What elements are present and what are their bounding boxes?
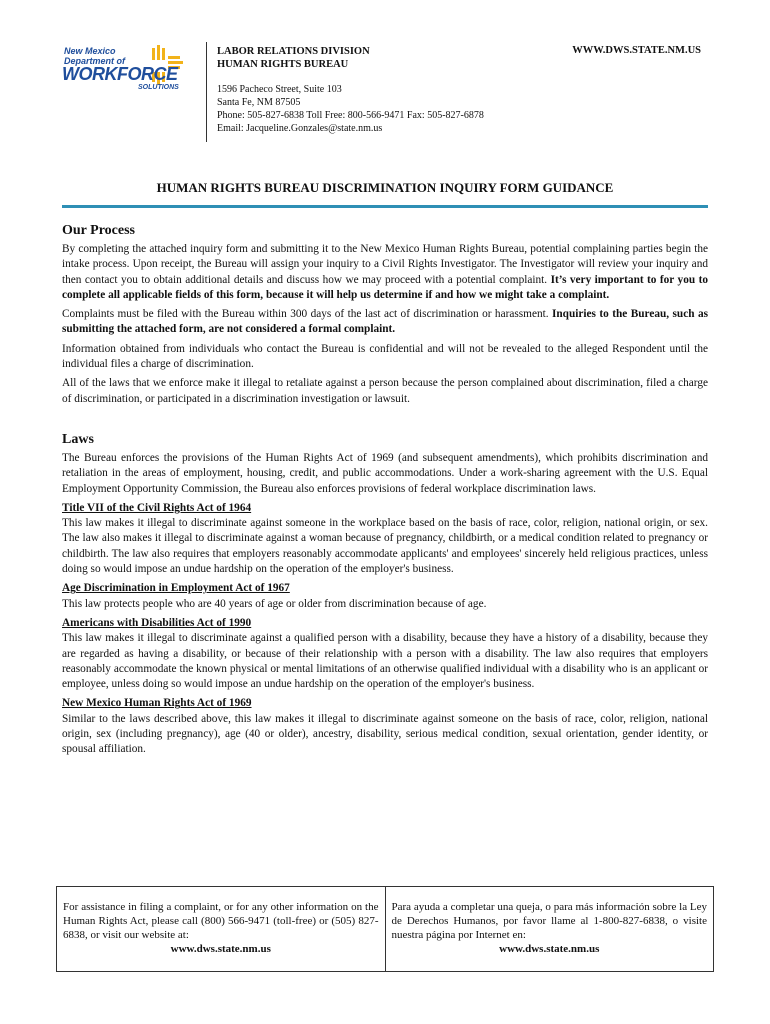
email-line[interactable]: Email: Jacqueline.Gonzales@state.nm.us: [217, 123, 383, 134]
city-address: Santa Fe, NM 87505: [217, 97, 301, 108]
assistance-english: [57, 887, 386, 971]
assistance-english-url[interactable]: www.dws.state.nm.us: [170, 943, 271, 955]
page-title: HUMAN RIGHTS BUREAU DISCRIMINATION INQUIRY FORM GUIDANCE: [156, 180, 614, 195]
law-text-title-vii: This law makes it illegal to discriminate against someone in the workplace based on the basis of race, color, religion, national origin, or sex. The law also makes it illegal to discriminate against a woman because of pregnancy, childbirth, or a medical condition related to pregnancy or childbirth. The law also requires that employers reasonably accommodate applicants' and employees' sincerely held religious practices, unless doing so would impose an undue hardship on the operation of the employer's business.: [62, 517, 708, 576]
law-text-nmhra: Similar to the laws described above, this law makes it illegal to discriminate against someone on the basis of race, color, religion, national origin, sex (including pregnancy), age (40 or older), ancestry, disability, serious medical condition, sexual orientation, gender identity, or spousal affiliation.: [62, 712, 708, 756]
section-heading-process: Our Process: [62, 223, 135, 238]
process-paragraph-3: Information obtained from individuals who contact the Bureau is confidential and will not be revealed to the alleged Respondent until the individual files a charge of discrimination.: [62, 342, 708, 371]
process-p2-text: Complaints must be filed with the Bureau within 300 days of the last act of discrimination or harassment.: [62, 308, 552, 321]
law-title-adea: Age Discrimination in Employment Act of 1967: [62, 582, 290, 595]
division-name: LABOR RELATIONS DIVISION: [217, 46, 370, 57]
logo-brand: WORKFORCE: [62, 64, 178, 84]
contact-address: [217, 83, 484, 135]
section-heading-laws: Laws: [62, 431, 94, 447]
assistance-spanish: [386, 887, 714, 971]
title-rule: [62, 205, 708, 208]
nm-workforce-logo: [62, 42, 192, 98]
assistance-spanish-url[interactable]: www.dws.state.nm.us: [499, 943, 600, 955]
law-title-title-vii: Title VII of the Civil Rights Act of 1964: [62, 501, 252, 514]
process-paragraph-2: [62, 307, 708, 338]
law-text-ada: This law makes it illegal to discriminate against a qualified person with a disability, because they have a history of a disability, because they are regarded as having a disability, or because of their relationship with a person with a disability. The law also requires that employers reasonably accommodate the known physical or mental limitations of an otherwise qualified individual with a disability who is an applicant or employee, unless doing so would impose an undue hardship on the operation of the employer's business.: [62, 632, 708, 691]
process-paragraph-1: [62, 242, 708, 303]
law-title-nmhra: New Mexico Human Rights Act of 1969: [62, 697, 252, 710]
assistance-english-text: For assistance in filing a complaint, or for any other information on the Human Rights Act, please call (800) 566-9471 (toll-free) or (505) 827-6838, or visit our website at:: [63, 901, 379, 941]
logo-line2: Department of: [64, 56, 126, 66]
logo-text: [64, 46, 125, 66]
website-link[interactable]: WWW.DWS.STATE.NM.US: [572, 45, 701, 56]
street-address: 1596 Pacheco Street, Suite 103: [217, 84, 342, 95]
laws-intro: The Bureau enforces the provisions of the Human Rights Act of 1969 (and subsequent amendments), which prohibits discrimination and retaliation in the areas of employment, housing, credit, and public accommodations. Under a work-sharing agreement with the U.S. Equal Employment Opportunity Commission, the Bureau also enforces provisions of federal workplace discrimination laws.: [62, 451, 708, 495]
process-p1-text: By completing the attached inquiry form and submitting it to the New Mexico Human Rights Bureau, potential complaining parties begin the intake process. Upon receipt, the Bureau will assign your inquiry to a Civil Rights Investigator. The Investigator will review your inquiry and then contact you to obtain additional details and discuss how we may proceed with a potential complaint.: [62, 243, 708, 286]
bureau-name: HUMAN RIGHTS BUREAU: [217, 59, 349, 70]
process-p2-bold: Inquiries to the Bureau, such as submitting the attached form, are not considered a formal complaint.: [62, 308, 708, 336]
process-paragraph-4: All of the laws that we enforce make it illegal to retaliate against a person because the person complained about discrimination, filed a charge of discrimination, or participated in a discrimination investigation or lawsuit.: [62, 377, 708, 405]
header-divider: [206, 42, 207, 142]
logo-line1: New Mexico: [64, 46, 116, 56]
phone-line: Phone: 505-827-6838 Toll Free: 800-566-9471 Fax: 505-827-6878: [217, 110, 484, 121]
assistance-box: [56, 886, 714, 972]
header-block: [217, 45, 484, 135]
logo-subtitle: SOLUTIONS: [138, 84, 179, 91]
law-text-adea: This law protects people who are 40 years of age or older from discrimination because of age.: [62, 597, 487, 610]
law-title-ada: Americans with Disabilities Act of 1990: [62, 616, 252, 629]
process-p1-bold: It’s very important to for you to complete all applicable fields of this form, because it will help us determine if and how we might take a complaint.: [62, 273, 708, 301]
main-content: [62, 222, 708, 762]
assistance-spanish-text: Para ayuda a completar una queja, o para más información sobre la Ley de Derechos Humanos, por favor llame al 1-800-827-6838, o visite nuestra página por Internet en:: [391, 901, 707, 941]
